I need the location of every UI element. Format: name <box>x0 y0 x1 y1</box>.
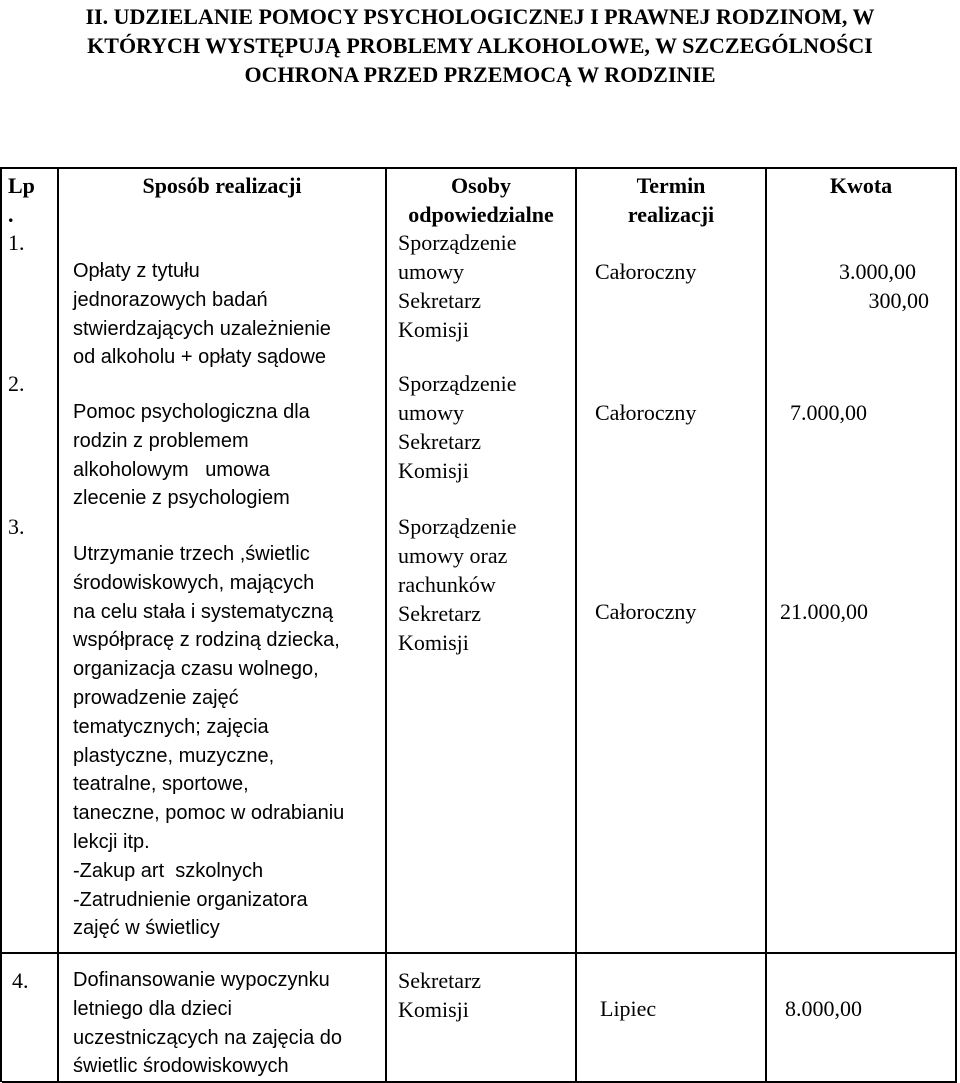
row-3-sposob-line: -Zatrudnienie organizatora <box>73 888 308 911</box>
row-2-kwota <box>790 398 867 427</box>
title-line-2: KTÓRYCH WYSTĘPUJĄ PROBLEMY ALKOHOLOWE, W SZCZEGÓLNOŚCI <box>87 33 873 58</box>
row-4-sposob <box>73 966 383 1081</box>
row-3-sposob-line: tematycznych; zajęcia <box>73 715 269 738</box>
header-kwota <box>767 171 955 200</box>
row-1-sposob-line: stwierdzających uzależnienie <box>73 317 331 340</box>
row-2-sposob-line: alkoholowym umowa <box>73 458 270 481</box>
row-3-osoby-line: umowy oraz <box>398 543 508 568</box>
row-2-kwota-value: 7.000,00 <box>790 400 867 425</box>
row-2-osoby-line: Sporządzenie <box>398 371 517 396</box>
row-3-sposob-line: taneczne, pomoc w odrabianiu <box>73 802 345 825</box>
row-1-sposob-line: Opłaty z tytułu <box>73 260 200 282</box>
column-divider <box>385 169 387 1082</box>
row-3-kwota <box>780 597 868 626</box>
row-3-sposob-line: na celu stała i systematyczną <box>73 600 334 623</box>
row-1-sposob-line: od alkoholu + opłaty sądowe <box>73 346 326 369</box>
row-1-osoby-line: Sporządzenie <box>398 230 517 255</box>
row-1-osoby-line: Komisji <box>398 317 469 342</box>
header-sposob <box>59 171 385 200</box>
header-osoby-text-1: Osoby <box>451 173 511 198</box>
header-termin-text-1: Termin <box>636 173 706 198</box>
row-2-lp: 2. <box>8 371 25 396</box>
row-1-kwota-value: 300,00 <box>868 288 929 313</box>
row-3-sposob-line: zajęć w świetlicy <box>73 917 220 940</box>
row-4-kwota-value: 8.000,00 <box>785 996 862 1021</box>
row-divider <box>2 952 955 954</box>
row-3-sposob-line: współpracę z rodziną dziecka, <box>73 629 340 652</box>
row-1-kwota-value: 3.000,00 <box>839 259 916 284</box>
row-3-sposob-line: prowadzenie zajęć <box>73 686 239 709</box>
row-3-termin: Całoroczny <box>595 599 697 624</box>
column-divider <box>955 169 957 1082</box>
row-2-termin: Całoroczny <box>595 400 697 425</box>
row-1-sposob <box>73 257 383 372</box>
row-3-osoby-line: Sekretarz <box>398 601 482 626</box>
row-1-osoby <box>398 228 573 344</box>
row-4-sposob-line: świetlic środowiskowych <box>73 1055 289 1078</box>
row-1-osoby-line: umowy <box>398 259 464 284</box>
row-3-osoby-line: Komisji <box>398 630 469 655</box>
row-4-sposob-line: uczestniczących na zajęcia do <box>73 1026 343 1049</box>
row-3-osoby <box>398 512 573 657</box>
row-4-osoby-line: Sekretarz <box>398 968 482 993</box>
column-divider <box>57 169 59 1082</box>
row-3-sposob <box>73 540 383 943</box>
header-lp-text: Lp <box>8 173 35 198</box>
column-divider <box>575 169 577 1082</box>
row-2-osoby-line: Komisji <box>398 458 469 483</box>
row-3-sposob-line: organizacja czasu wolnego, <box>73 658 319 681</box>
row-3-sposob-line: środowiskowych, mających <box>73 571 315 594</box>
row-2-osoby-line: Sekretarz <box>398 429 482 454</box>
header-sposob-text: Sposób realizacji <box>142 173 302 198</box>
row-3-osoby-line: rachunków <box>398 572 496 597</box>
row-3-sposob-line: -Zakup art szkolnych <box>73 859 264 882</box>
title-line-1: II. UDZIELANIE POMOCY PSYCHOLOGICZNEJ I PRAWNEJ RODZINOM, W <box>85 4 875 29</box>
header-kwota-text: Kwota <box>829 173 893 198</box>
header-lp-dot: . <box>8 202 14 227</box>
row-4-sposob-line: letniego dla dzieci <box>73 997 232 1020</box>
row-2-osoby-line: umowy <box>398 400 464 425</box>
row-1-osoby-line: Sekretarz <box>398 288 482 313</box>
row-4-kwota <box>785 994 862 1023</box>
row-2-sposob-line: Pomoc psychologiczna dla <box>73 401 310 423</box>
row-1-sposob-line: jednorazowych badań <box>73 288 268 311</box>
header-lp <box>8 171 52 229</box>
row-2-osoby <box>398 369 573 485</box>
row-2-sposob <box>73 398 383 513</box>
row-3-osoby-line: Sporządzenie <box>398 514 517 539</box>
row-1-termin: Całoroczny <box>595 259 697 284</box>
row-4-sposob-line: Dofinansowanie wypoczynku <box>73 969 330 991</box>
row-3-lp: 3. <box>8 514 25 539</box>
row-4-termin: Lipiec <box>600 996 657 1021</box>
row-4-osoby-line: Komisji <box>398 997 469 1022</box>
budget-table <box>0 167 957 1082</box>
header-osoby-text-2: odpowiedzialne <box>408 202 554 227</box>
row-1-kwota <box>782 257 932 315</box>
row-3-kwota-value: 21.000,00 <box>780 599 868 624</box>
row-3-sposob-line: Utrzymanie trzech ,świetlic <box>73 543 310 565</box>
title-line-3: OCHRONA PRZED PRZEMOCĄ W RODZINIE <box>244 62 716 87</box>
row-3-sposob-line: plastyczne, muzyczne, <box>73 744 275 767</box>
header-termin-text-2: realizacji <box>627 202 715 227</box>
row-4-lp: 4. <box>12 968 29 993</box>
page-title <box>0 2 960 89</box>
row-1-lp: 1. <box>8 230 25 255</box>
row-2-sposob-line: zlecenie z psychologiem <box>73 487 290 510</box>
row-3-sposob-line: teatralne, sportowe, <box>73 773 249 796</box>
row-3-sposob-line: lekcji itp. <box>73 830 150 853</box>
column-divider <box>765 169 767 1082</box>
row-2-sposob-line: rodzin z problemem <box>73 429 249 452</box>
header-termin <box>577 171 765 229</box>
header-osoby <box>387 171 575 229</box>
row-4-osoby <box>398 966 573 1024</box>
